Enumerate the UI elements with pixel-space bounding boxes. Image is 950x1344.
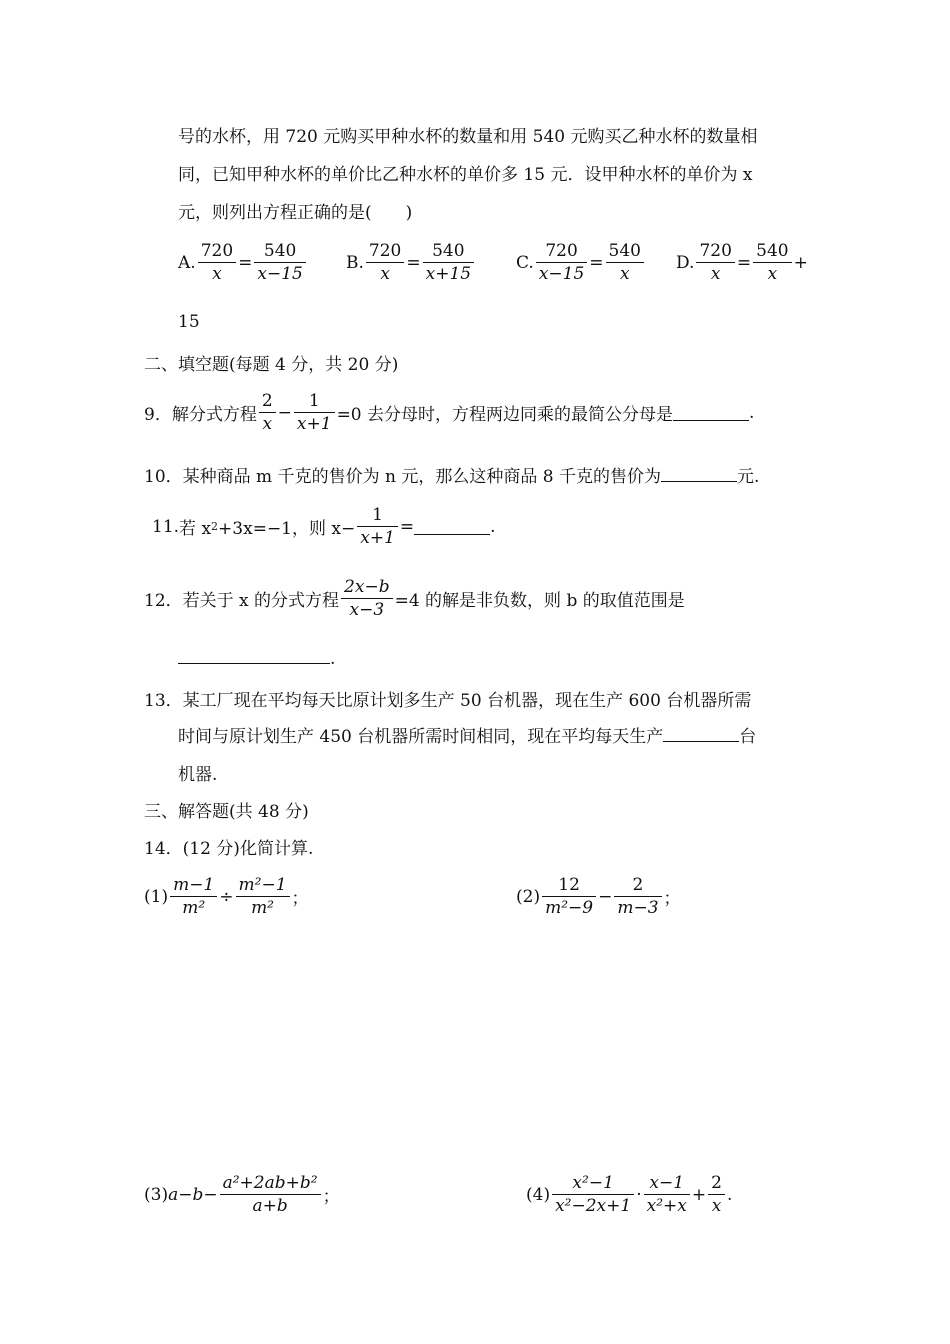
numerator: 2	[708, 1172, 725, 1195]
equals: =	[238, 252, 253, 273]
semicolon: ；	[663, 889, 681, 909]
fraction	[341, 576, 393, 621]
numerator: a²+2ab+b²	[220, 1172, 321, 1195]
numerator: 720	[366, 240, 404, 263]
numerator: 1	[294, 390, 335, 413]
equals: =	[399, 516, 415, 537]
question-text-end: 元.	[736, 467, 760, 487]
fraction	[357, 504, 398, 549]
numerator: 720	[198, 240, 236, 263]
part-1	[144, 874, 309, 919]
denominator: x	[619, 264, 630, 284]
question-number: 14．	[144, 839, 183, 859]
question-number: 10．	[144, 467, 183, 487]
fraction	[170, 874, 217, 919]
numerator: 1	[357, 504, 398, 527]
question-text: +3x=−1，则 x−	[218, 519, 356, 539]
fraction	[606, 240, 644, 285]
expression: a−b−	[168, 1184, 218, 1205]
part-label: (4)	[526, 1184, 551, 1205]
fraction	[366, 240, 404, 285]
fraction	[259, 390, 276, 435]
fraction	[220, 1172, 321, 1217]
denominator: x	[212, 264, 222, 284]
question-12-answer	[178, 648, 335, 669]
numerator: m−1	[170, 874, 217, 897]
denominator: x	[262, 414, 273, 434]
denominator: x−15	[538, 264, 585, 284]
question-13-line2	[178, 722, 756, 747]
section-3-title: 三、解答题(共 48 分)	[144, 802, 309, 822]
question-10	[144, 462, 759, 487]
minus: −	[277, 402, 292, 423]
question-11	[152, 504, 496, 549]
period: .	[726, 1184, 733, 1205]
option-a	[178, 240, 308, 285]
fraction	[198, 240, 236, 285]
option-label: A.	[178, 252, 196, 273]
numerator: 540	[254, 240, 305, 263]
question-text: 时间与原计划生产 450 台机器所需时间相同，现在平均每天生产	[178, 727, 664, 747]
denominator: x−15	[257, 264, 303, 284]
q8-line3: 元，则列出方程正确的是( )	[178, 203, 413, 223]
part-2	[516, 874, 681, 919]
question-text: 解分式方程	[171, 405, 257, 425]
fraction	[644, 1172, 690, 1217]
fraction	[254, 240, 305, 285]
option-d-wrap: 15	[178, 312, 200, 332]
numerator: 720	[696, 240, 734, 263]
numerator: 540	[423, 240, 474, 263]
question-text: (12 分)化简计算.	[182, 839, 314, 859]
numerator: 2	[614, 874, 661, 897]
denominator: x	[711, 1196, 722, 1216]
divide: ÷	[219, 886, 234, 907]
answer-blank[interactable]	[661, 466, 737, 482]
option-d	[676, 240, 808, 285]
fraction	[236, 874, 290, 919]
q8-line2: 同，已知甲种水杯的单价比乙种水杯的单价多 15 元．设甲种水杯的单价为 x	[178, 165, 753, 185]
option-label: B.	[346, 252, 364, 273]
period: .	[749, 402, 755, 423]
question-12	[144, 576, 685, 621]
question-text: 某工厂现在平均每天比原计划多生产 50 台机器，现在生产 600 台机器所需	[182, 691, 752, 711]
question-text: =0 去分母时，方程两边同乘的最简公分母是	[336, 405, 674, 425]
exponent: 2	[211, 520, 219, 533]
denominator: m²−9	[545, 898, 594, 918]
numerator: 540	[753, 240, 791, 263]
denominator: a+b	[252, 1196, 288, 1216]
minus: −	[598, 886, 613, 907]
denominator: x²+x	[646, 1196, 687, 1216]
numerator: 2	[259, 390, 276, 413]
question-14	[144, 834, 313, 859]
plus-sign: +	[793, 252, 808, 273]
multiply: ·	[636, 1184, 642, 1205]
denominator: m−3	[617, 898, 659, 918]
answer-blank[interactable]	[673, 405, 749, 421]
question-number: 12．	[144, 591, 183, 611]
denominator: m²	[182, 898, 206, 918]
question-text: 若关于 x 的分式方程	[182, 591, 340, 611]
fraction	[294, 390, 335, 435]
question-13-line1	[144, 686, 751, 711]
equals: =	[736, 252, 752, 273]
period: .	[490, 516, 496, 537]
numerator: 720	[536, 240, 587, 263]
denominator: x+15	[425, 264, 472, 284]
option-c	[516, 240, 646, 285]
numerator: x²−1	[552, 1172, 634, 1195]
numerator: 540	[606, 240, 644, 263]
equals: =	[406, 252, 421, 273]
option-label: C.	[516, 252, 534, 273]
denominator: x−3	[349, 600, 385, 620]
q8-line1: 号的水杯，用 720 元购买甲种水杯的数量和用 540 元购买乙种水杯的数量相	[178, 127, 758, 147]
question-9	[144, 390, 754, 435]
part-4	[526, 1172, 732, 1217]
fraction	[614, 874, 661, 919]
answer-blank[interactable]	[178, 648, 330, 664]
denominator: x+1	[360, 528, 395, 548]
question-number: 13．	[144, 691, 183, 711]
part-label: (1)	[144, 886, 169, 907]
question-text: =4 的解是非负数，则 b 的取值范围是	[394, 591, 685, 611]
semicolon: ；	[322, 1187, 340, 1207]
option-label: D.	[676, 252, 695, 273]
equals: =	[589, 252, 604, 273]
question-number: 11.	[152, 516, 180, 537]
fraction	[536, 240, 587, 285]
denominator: x	[380, 264, 390, 284]
answer-blank[interactable]	[663, 726, 739, 742]
denominator: m²	[251, 898, 274, 918]
denominator: x	[767, 264, 778, 284]
numerator: x−1	[644, 1172, 690, 1195]
question-text: 某种商品 m 千克的售价为 n 元，那么这种商品 8 千克的售价为	[182, 467, 661, 487]
fraction	[542, 874, 596, 919]
question-text: 台	[739, 727, 757, 747]
fraction	[708, 1172, 725, 1217]
fraction	[552, 1172, 634, 1217]
denominator: x²−2x+1	[555, 1196, 632, 1216]
section-2-title: 二、填空题(每题 4 分，共 20 分)	[144, 355, 399, 375]
question-number: 9．	[144, 405, 172, 425]
question-13-line3: 机器.	[178, 765, 218, 785]
plus: +	[691, 1184, 707, 1205]
fraction	[753, 240, 791, 285]
numerator: m²−1	[236, 874, 290, 897]
semicolon: ；	[291, 889, 309, 909]
part-3	[144, 1172, 340, 1217]
denominator: x	[710, 264, 721, 284]
period: .	[330, 649, 336, 669]
part-label: (3)	[144, 1184, 169, 1205]
numerator: 12	[542, 874, 596, 897]
denominator: x+1	[296, 414, 332, 434]
part-label: (2)	[516, 886, 541, 907]
fraction	[696, 240, 734, 285]
option-b	[346, 240, 476, 285]
numerator: 2x−b	[341, 576, 393, 599]
question-text: 若 x	[179, 519, 212, 539]
fraction	[423, 240, 474, 285]
answer-blank[interactable]	[414, 519, 490, 535]
